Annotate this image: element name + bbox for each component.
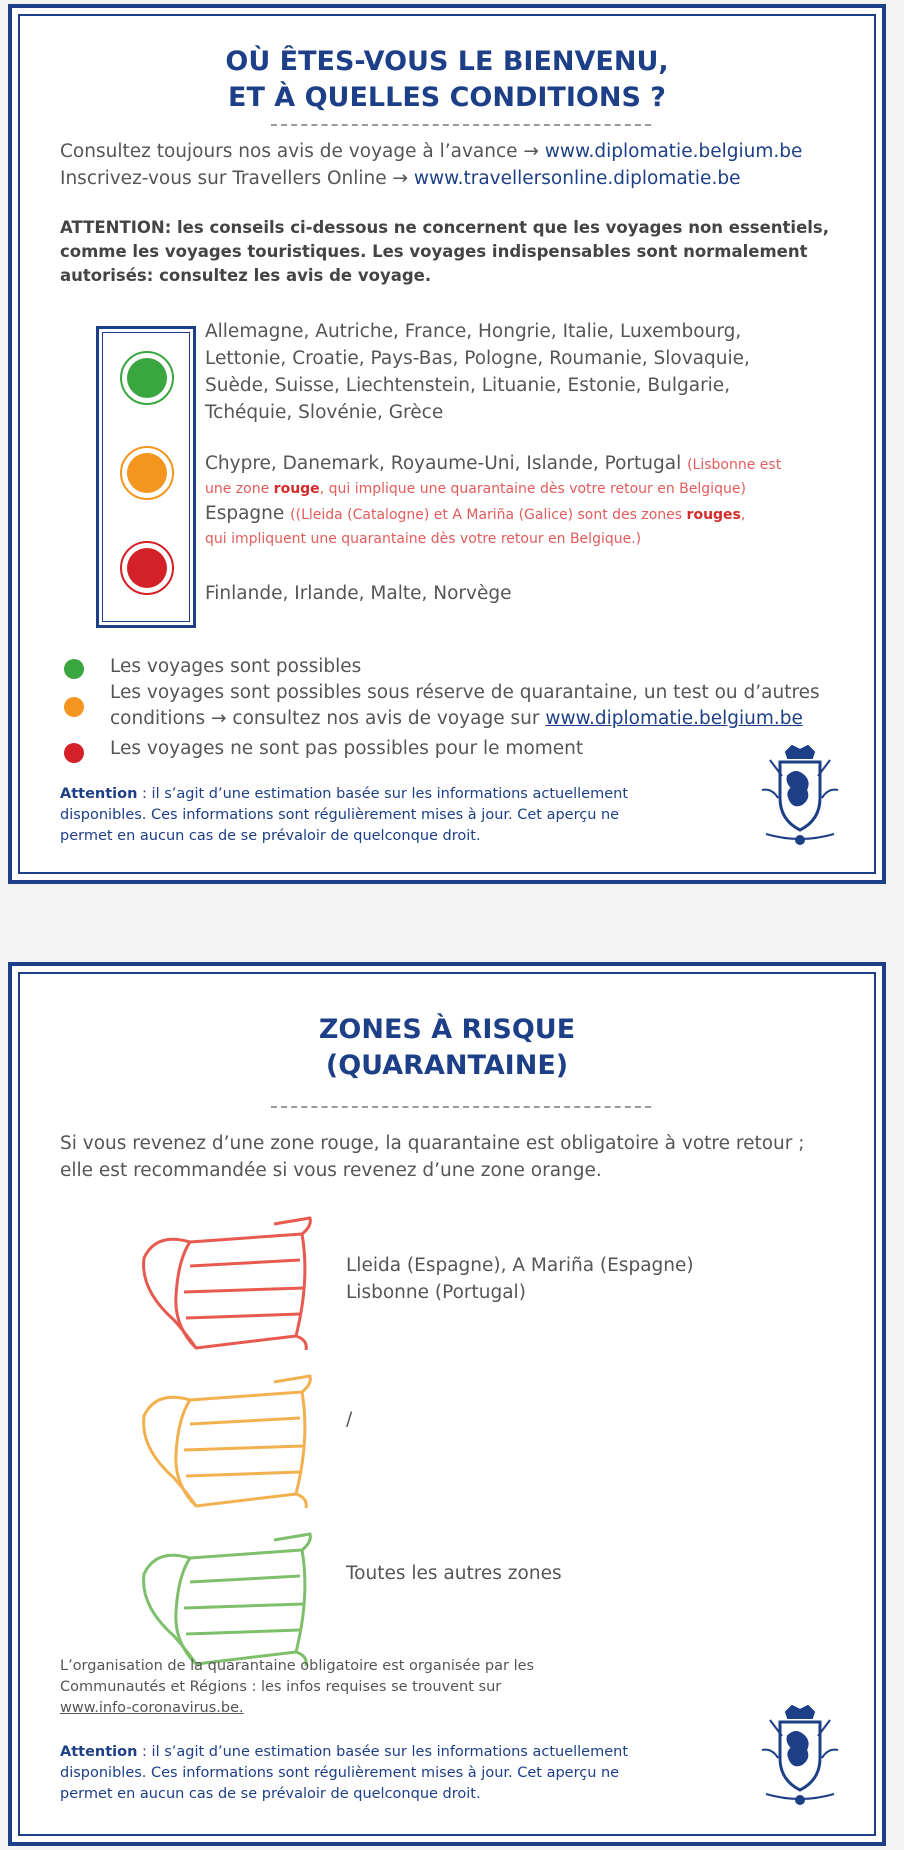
title-divider: [271, 124, 651, 126]
red-zone-line: Lleida (Espagne), A Mariña (Espagne): [346, 1255, 694, 1276]
card1-footer: [60, 784, 628, 847]
red-face-mask-icon: [134, 1210, 318, 1368]
diplomatie-link-2[interactable]: www.diplomatie.belgium.be: [545, 708, 803, 729]
footer-bold: Attention: [60, 1744, 138, 1760]
red-zones: [346, 1252, 694, 1306]
legend-green: Les voyages sont possibles: [110, 656, 362, 677]
red-countries: Finlande, Irlande, Malte, Norvège: [205, 583, 512, 604]
orange-face-mask-icon: [134, 1368, 318, 1526]
intro-line-1: [60, 138, 802, 165]
traffic-light-icon: [96, 326, 196, 628]
orange-light-icon: [120, 446, 174, 500]
spain-note-line-2: qui impliquent une quarantaine dès votre retour en Belgique.): [205, 531, 642, 547]
note-text: ,: [740, 507, 746, 523]
footer-line: permet en aucun cas de se prévaloir de quelconque droit.: [60, 1786, 481, 1802]
footer-bold: Attention: [60, 786, 138, 802]
belgian-coat-of-arms-icon: [752, 742, 848, 850]
country-line: Tchéquie, Slovénie, Grèce: [205, 402, 444, 423]
footer-line: disponibles. Ces informations sont régulièrement mises à jour. Cet aperçu ne: [60, 807, 620, 823]
intro-line: elle est recommandée si vous revenez d’une zone orange.: [60, 1160, 602, 1181]
red-zone-line: Lisbonne (Portugal): [346, 1282, 526, 1303]
red-dot-icon: [64, 743, 84, 763]
travel-conditions-card: [8, 4, 886, 884]
orange-countries: [205, 450, 781, 550]
intro-2-text: Inscrivez-vous sur Travellers Online →: [60, 168, 414, 189]
card2-title-line1: ZONES À RISQUE: [318, 1014, 576, 1045]
lisbonne-note-line-2: [205, 479, 781, 500]
travellersonline-link[interactable]: www.travellersonline.diplomatie.be: [413, 168, 741, 189]
legend-orange-line: Les voyages sont possibles sous réserve de quarantaine, un test ou d’autres: [110, 682, 820, 703]
green-light-icon: [120, 351, 174, 405]
green-zones: Toutes les autres zones: [346, 1563, 562, 1584]
diplomatie-link[interactable]: www.diplomatie.belgium.be: [544, 141, 803, 162]
belgian-coat-of-arms-icon: [752, 1702, 848, 1810]
warning-line: ATTENTION: les conseils ci-dessous ne concernent que les voyages non essentiels,: [60, 218, 830, 237]
orange-line-1: [205, 450, 781, 479]
lisbonne-note: (Lisbonne est: [687, 457, 782, 473]
orange-line-2: [205, 500, 781, 529]
country-line: Allemagne, Autriche, France, Hongrie, Italie, Luxembourg,: [205, 321, 742, 342]
red-light-icon: [120, 541, 174, 595]
orange-dot-icon: [64, 697, 84, 717]
orange-countries-2: Espagne: [205, 503, 291, 524]
note-bold: rouge: [273, 481, 320, 497]
green-countries: [205, 318, 750, 426]
footer-line: disponibles. Ces informations sont régulièrement mises à jour. Cet aperçu ne: [60, 1765, 620, 1781]
footer-text: : il s’agit d’une estimation basée sur les informations actuellement: [137, 1744, 629, 1760]
country-line: Lettonie, Croatie, Pays-Bas, Pologne, Roumanie, Slovaquie,: [205, 348, 750, 369]
card2-title-line2: (QUARANTAINE): [325, 1050, 569, 1081]
info-coronavirus-link[interactable]: www.info-coronavirus.be.: [60, 1700, 244, 1716]
footer-line: [60, 1742, 628, 1763]
footer-text: : il s’agit d’une estimation basée sur les informations actuellement: [137, 786, 629, 802]
card2-footer: [60, 1742, 628, 1805]
warning-line: autorisés: consultez les avis de voyage.: [60, 266, 432, 285]
card2-intro: [60, 1130, 804, 1184]
orange-countries-1: Chypre, Danemark, Royaume-Uni, Islande, Portugal: [205, 453, 688, 474]
orange-zones: /: [346, 1409, 353, 1430]
risk-zones-card: [8, 962, 886, 1846]
footer-line: permet en aucun cas de se prévaloir de quelconque droit.: [60, 828, 481, 844]
country-line: Suède, Suisse, Liechtenstein, Lituanie, Estonie, Bulgarie,: [205, 375, 731, 396]
spain-note: [290, 507, 745, 523]
intro-line-2: [60, 165, 740, 192]
card1-title-line2: ET À QUELLES CONDITIONS ?: [228, 82, 666, 113]
attention-warning: [60, 216, 829, 288]
card1-title-line1: OÙ ÊTES-VOUS LE BIENVENU,: [225, 46, 669, 77]
title-divider: [271, 1106, 651, 1108]
note-bold: rouges: [686, 507, 741, 523]
legend-red: Les voyages ne sont pas possibles pour le moment: [110, 738, 584, 759]
org-line: L’organisation de la quarantaine obligatoire est organisée par les: [60, 1658, 535, 1674]
legend-orange-text: conditions → consultez nos avis de voyage sur: [110, 708, 546, 729]
note-text: , qui implique une quarantaine dès votre retour en Belgique): [319, 481, 746, 497]
legend-orange: [110, 680, 820, 732]
note-text: une zone: [205, 481, 274, 497]
warning-line: comme les voyages touristiques. Les voyages indispensables sont normalement: [60, 242, 808, 261]
card2-title: [12, 1012, 882, 1084]
card1-title: [12, 44, 882, 116]
organisation-note: [60, 1656, 534, 1719]
legend-orange-line: [110, 706, 820, 732]
footer-line: [60, 784, 628, 805]
org-line: Communautés et Régions : les infos requises se trouvent sur: [60, 1679, 502, 1695]
green-dot-icon: [64, 659, 84, 679]
intro-1-text: Consultez toujours nos avis de voyage à l’avance →: [60, 141, 545, 162]
note-text: ((Lleida (Catalogne) et A Mariña (Galice) sont des zones: [290, 507, 687, 523]
intro-line: Si vous revenez d’une zone rouge, la quarantaine est obligatoire à votre retour ;: [60, 1133, 805, 1154]
